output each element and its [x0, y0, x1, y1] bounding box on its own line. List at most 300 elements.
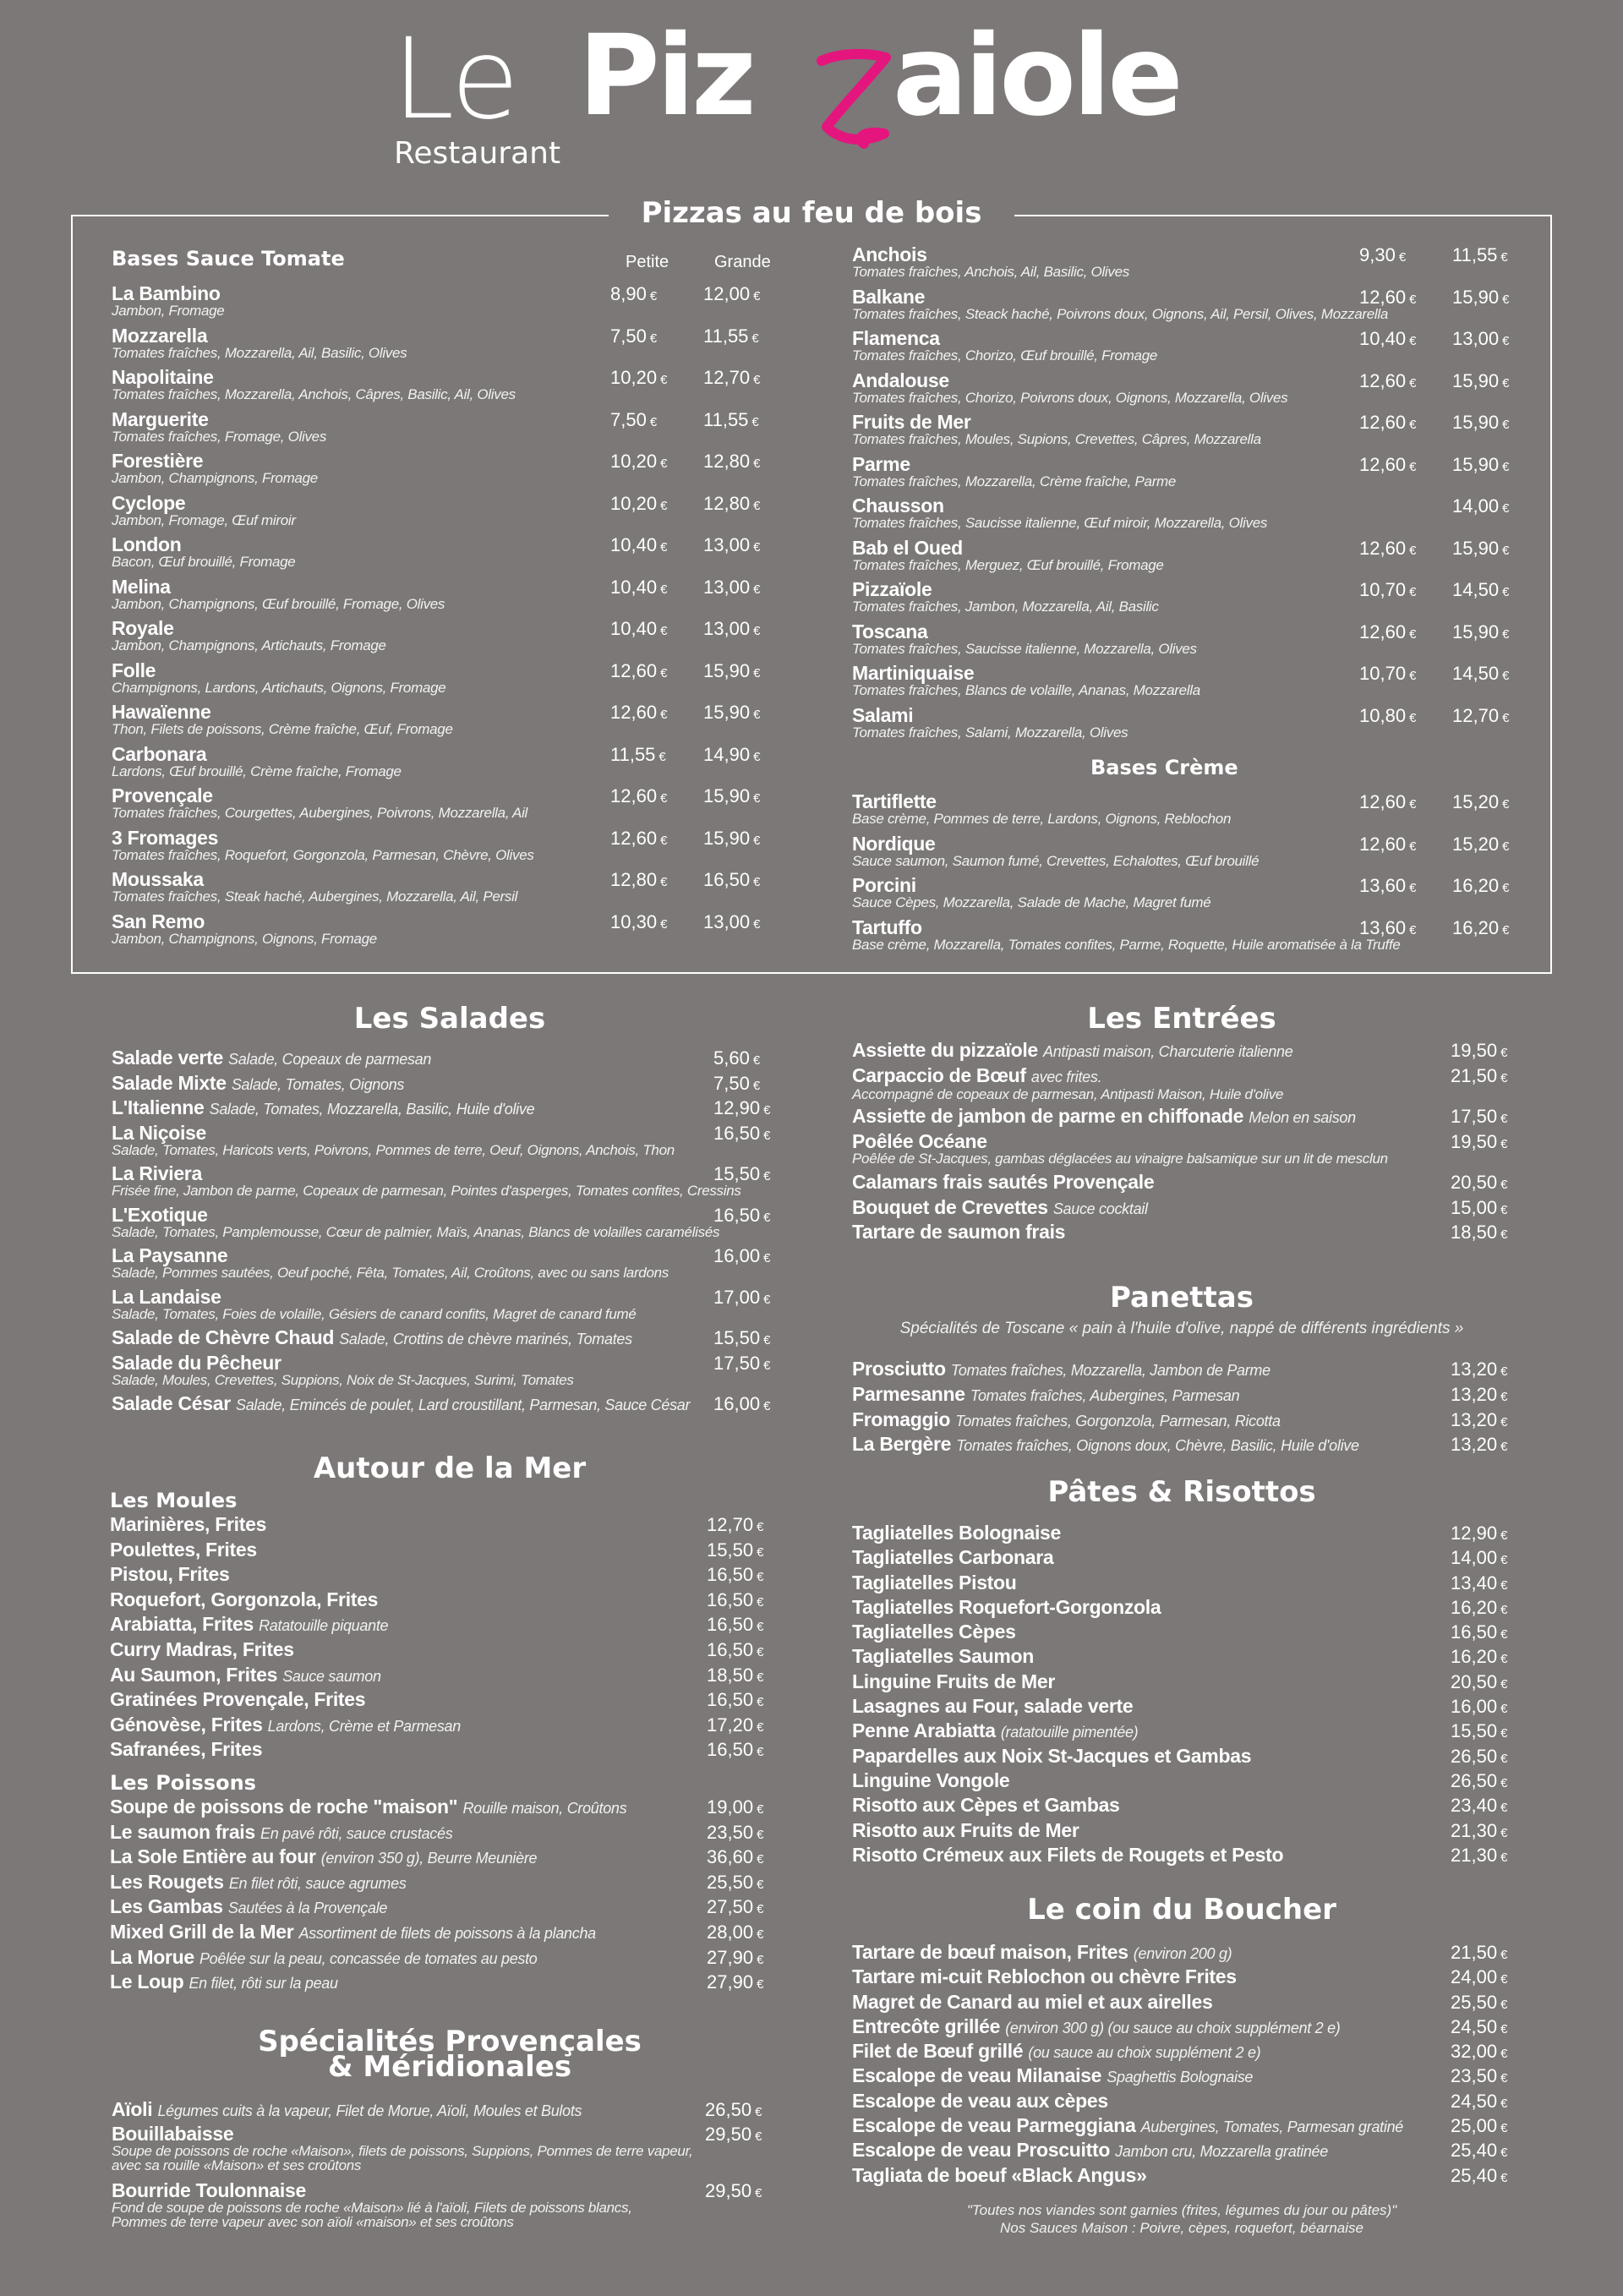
- item-name: Filet de Bœuf grillé: [852, 2040, 1024, 2063]
- price-value: 16,50: [707, 1564, 754, 1586]
- price-value: 15,50: [713, 1163, 761, 1184]
- item-name: Tartare de saumon frais: [852, 1221, 1066, 1243]
- pizza-description: Base crème, Mozzarella, Tomates confites, Parme, Roquette, Huile aromatisée à la Truffe: [852, 936, 1401, 953]
- item-name: Risotto Crémeux aux Filets de Rougets et Pesto: [852, 1843, 1284, 1866]
- boucher-item: [852, 2091, 1511, 2116]
- item-name: Magret de Canard au miel et aux airelles: [852, 1990, 1213, 2013]
- currency-symbol: €: [1500, 2170, 1508, 2185]
- price-value: 20,50: [1451, 1670, 1498, 1692]
- item-name: Au Saumon, Frites: [110, 1663, 278, 1686]
- price-petite: [610, 786, 667, 808]
- price-petite: [610, 326, 657, 348]
- price-value: 7,50: [610, 325, 647, 347]
- item-name-line: [110, 1637, 771, 1660]
- pizza-name: Napolitaine: [112, 366, 214, 388]
- pizza-name: Balkane: [852, 285, 926, 308]
- item-name-line: [112, 2181, 771, 2200]
- price-petite: [610, 912, 667, 934]
- boucher-note-1: "Toutes nos viandes sont garnies (frites, légumes du jour ou pâtes)": [966, 2202, 1397, 2218]
- currency-symbol: €: [1502, 334, 1510, 348]
- pizza-name: Marguerite: [112, 407, 209, 430]
- item-name-line: [852, 1647, 1511, 1666]
- price-value: 10,40: [610, 534, 658, 555]
- item-name: Curry Madras, Frites: [110, 1637, 294, 1660]
- price-petite: [1359, 664, 1416, 686]
- currency-symbol: €: [1502, 881, 1510, 895]
- price-value: 15,90: [1452, 286, 1500, 308]
- item-inline-description: avec frites.: [1030, 1068, 1102, 1085]
- item-name-line: [852, 1744, 1511, 1767]
- item-name-line: [110, 1872, 771, 1894]
- pates-item: [852, 1697, 1511, 1721]
- price: [1451, 1132, 1507, 1154]
- price-value: 25,40: [1451, 2140, 1498, 2162]
- item-name-line: [852, 2066, 1511, 2087]
- salade-item: [112, 1246, 771, 1287]
- price-grande: [703, 535, 760, 557]
- price-value: 10,70: [1359, 579, 1407, 600]
- price: [1451, 2140, 1507, 2162]
- price-value: 15,50: [707, 1539, 754, 1561]
- panetta-item: [852, 1359, 1511, 1385]
- currency-symbol: €: [1500, 1726, 1508, 1741]
- price-value: 15,00: [1451, 1196, 1498, 1218]
- price-petite: [1359, 792, 1416, 814]
- entree-item: [852, 1173, 1511, 1198]
- item-inline-description: Poêlée sur la peau, concassée de tomates au pesto: [199, 1949, 538, 1967]
- item-name-line: [112, 2124, 771, 2144]
- poisson-item: [110, 1945, 771, 1973]
- price-value: 11,55: [703, 325, 749, 347]
- item-name: Risotto aux Cèpes et Gambas: [852, 1794, 1120, 1817]
- price-value: 15,90: [703, 827, 751, 849]
- item-inline-description: (ou sauce au choix supplément 2 e): [1028, 2044, 1261, 2062]
- currency-symbol: €: [660, 582, 668, 597]
- item-name: Tagliatelles Saumon: [852, 1645, 1034, 1668]
- price: [1451, 2042, 1507, 2064]
- entree-item: [852, 1195, 1511, 1223]
- restaurant-logo: [392, 11, 1238, 178]
- logo-part-piz: Piz: [578, 11, 753, 141]
- price-petite: [1359, 287, 1416, 309]
- pizza-name: Martiniquaise: [852, 662, 975, 684]
- pizza-name: Porcini: [852, 874, 916, 896]
- pizza-item: [112, 368, 771, 410]
- currency-symbol: €: [1500, 2021, 1508, 2036]
- pizza-name: Cyclope: [112, 491, 186, 514]
- pizza-description: Tomates fraîches, Moules, Supions, Crevettes, Câpres, Mozzarella: [852, 431, 1261, 447]
- price-grande: [1452, 371, 1509, 393]
- pizza-item: [112, 661, 771, 703]
- price: [1451, 1845, 1507, 1867]
- item-inline-description: Tomates fraîches, Mozzarella, Jambon de Parme: [950, 1362, 1271, 1379]
- price: [707, 1823, 763, 1845]
- price-value: 14,50: [1452, 663, 1500, 684]
- item-name-line: [112, 1205, 771, 1225]
- price-petite: [1359, 455, 1416, 477]
- pates-item: [852, 1672, 1511, 1697]
- item-name-line: [852, 1129, 1511, 1152]
- currency-symbol: €: [757, 1852, 764, 1867]
- price: [713, 1394, 770, 1416]
- currency-symbol: €: [660, 708, 668, 722]
- pizza-description: Champignons, Lardons, Artichauts, Oignons, Fromage: [112, 679, 446, 696]
- currency-symbol: €: [660, 665, 668, 681]
- salade-item: [112, 1328, 771, 1353]
- price: [707, 1797, 763, 1819]
- currency-symbol: €: [1409, 626, 1417, 642]
- currency-symbol: €: [1500, 1751, 1508, 1766]
- item-name-line: [852, 1173, 1511, 1192]
- item-name-line: [110, 1615, 771, 1636]
- pizza-item: [852, 452, 1511, 497]
- item-name-line: [110, 1715, 771, 1736]
- price-grande: [1452, 538, 1509, 560]
- currency-symbol: €: [1502, 710, 1510, 725]
- panettas-title: Panettas: [1110, 1281, 1254, 1315]
- moules-title: Les Moules: [110, 1489, 238, 1512]
- poisson-item: [110, 1847, 771, 1872]
- price-value: 15,90: [703, 785, 751, 806]
- item-name: La Sole Entière au four: [110, 1845, 316, 1868]
- currency-symbol: €: [649, 331, 658, 346]
- currency-symbol: €: [1502, 418, 1510, 432]
- price-value: 13,00: [1452, 328, 1500, 349]
- boucher-item: [852, 1967, 1511, 1992]
- price: [707, 1972, 763, 1994]
- price: [705, 2100, 762, 2122]
- price-value: 25,50: [707, 1871, 754, 1893]
- currency-symbol: €: [1409, 418, 1417, 432]
- item-name-line: [112, 1098, 771, 1119]
- price: [1451, 1523, 1507, 1545]
- pizza-name: Andalouse: [852, 369, 949, 391]
- item-name: Poêlée Océane: [852, 1129, 987, 1152]
- item-name: Escalope de veau aux cèpes: [852, 2089, 1108, 2112]
- pizza-description: Tomates fraîches, Anchois, Ail, Basilic, Olives: [852, 264, 1129, 280]
- item-inline-description: Sautées à la Provençale: [227, 1900, 388, 1917]
- price-value: 18,50: [707, 1664, 754, 1686]
- pizza-description: Tomates fraîches, Merguez, Œuf brouillé, Fromage: [852, 556, 1164, 573]
- price-value: 13,20: [1451, 1383, 1498, 1405]
- item-name: Entrecôte grillée: [852, 2014, 1001, 2037]
- currency-symbol: €: [1500, 1577, 1508, 1593]
- price-value: 29,50: [705, 2124, 752, 2145]
- currency-symbol: €: [1500, 2096, 1508, 2111]
- stylized-z-icon: [815, 49, 893, 150]
- item-name-line: [110, 1665, 771, 1686]
- price-value: 11,55: [1452, 244, 1498, 265]
- currency-symbol: €: [763, 1169, 771, 1184]
- price-grande: [1452, 834, 1509, 856]
- price-value: 32,00: [1451, 2041, 1498, 2063]
- moules-item: [110, 1565, 771, 1590]
- pizza-name: Bab el Oued: [852, 536, 963, 559]
- price: [1451, 1410, 1507, 1432]
- price-value: 15,90: [1452, 412, 1500, 433]
- price-grande: [703, 870, 760, 892]
- provencale-item: [112, 2100, 771, 2124]
- currency-symbol: €: [752, 1053, 761, 1068]
- moules-item: [110, 1715, 771, 1741]
- pizza-list-creme: [852, 792, 1511, 959]
- price-grande: [703, 661, 760, 683]
- price-value: 16,50: [707, 1638, 754, 1660]
- pizza-description: Lardons, Œuf brouillé, Crème fraîche, Fromage: [112, 763, 402, 779]
- price: [1451, 1721, 1507, 1743]
- item-name: Marinières, Frites: [110, 1513, 267, 1535]
- price-value: 13,00: [703, 534, 751, 555]
- price-grande: [703, 577, 760, 599]
- boucher-item: [852, 1990, 1511, 2017]
- pizza-name: Folle: [112, 659, 156, 681]
- currency-symbol: €: [757, 1952, 764, 1967]
- currency-symbol: €: [757, 1520, 764, 1534]
- poisson-item: [110, 1972, 771, 1998]
- currency-symbol: €: [757, 1620, 764, 1635]
- item-name-line: [110, 1740, 771, 1759]
- price-value: 9,30: [1359, 244, 1396, 265]
- item-name-line: [112, 1071, 771, 1095]
- pizza-item: [112, 451, 771, 494]
- price-grande: [703, 786, 760, 808]
- item-name-line: [110, 1690, 771, 1709]
- currency-symbol: €: [753, 916, 761, 932]
- item-inline-description: Tomates fraîches, Aubergines, Parmesan: [970, 1386, 1240, 1404]
- currency-symbol: €: [1500, 1652, 1508, 1667]
- price-value: 17,20: [707, 1714, 754, 1736]
- salade-item: [112, 1048, 771, 1074]
- currency-symbol: €: [763, 1128, 771, 1143]
- pizza-name: Royale: [112, 617, 174, 639]
- price-value: 17,00: [713, 1286, 761, 1308]
- currency-symbol: €: [763, 1399, 771, 1413]
- currency-symbol: €: [751, 331, 759, 346]
- price-grande: [703, 410, 759, 432]
- currency-symbol: €: [757, 1644, 764, 1659]
- item-name-line: [110, 1515, 771, 1534]
- boucher-item: [852, 2140, 1511, 2165]
- item-name: Le Loup: [110, 1971, 184, 1993]
- currency-symbol: €: [1409, 710, 1417, 725]
- currency-symbol: €: [1502, 626, 1510, 642]
- price-value: 10,40: [610, 618, 658, 639]
- price-value: 25,00: [1451, 2115, 1498, 2137]
- price-grande: [1452, 455, 1509, 477]
- item-name-line: [852, 1382, 1511, 1406]
- pizza-item: [112, 912, 771, 954]
- item-name: Aïoli: [112, 2098, 153, 2120]
- price: [713, 1287, 770, 1309]
- price-value: 12,00: [703, 283, 751, 304]
- poisson-item: [110, 1820, 771, 1848]
- moules-list: [110, 1515, 771, 1765]
- currency-symbol: €: [763, 1292, 771, 1307]
- price-value: 16,50: [713, 1122, 761, 1144]
- price-value: 14,00: [1451, 1547, 1498, 1569]
- entrees-title: Les Entrées: [1087, 1002, 1276, 1036]
- price-grande: [1452, 876, 1509, 898]
- item-inline-description: (environ 300 g) (ou sauce au choix supplément 2 e): [1005, 2019, 1341, 2036]
- panettas-subtitle: Spécialités de Toscane « pain à l'huile d'olive, nappé de différents ingrédients »: [899, 1320, 1464, 1337]
- salade-item: [112, 1287, 771, 1329]
- provencale-item: [112, 2124, 771, 2181]
- boucher-item: [852, 1943, 1511, 1967]
- price-value: 24,00: [1451, 1966, 1498, 1988]
- pizza-item: [852, 703, 1511, 748]
- item-name-line: [112, 1164, 771, 1184]
- pizza-description: Tomates fraîches, Chorizo, Œuf brouillé, Fromage: [852, 347, 1158, 364]
- pizza-item: [852, 329, 1511, 371]
- pizza-item: [112, 284, 771, 326]
- currency-symbol: €: [755, 2105, 762, 2119]
- price-petite: [610, 619, 667, 641]
- currency-symbol: €: [1500, 1948, 1508, 1962]
- pizza-description: Jambon, Fromage: [112, 303, 225, 319]
- price-value: 23,50: [707, 1821, 754, 1843]
- currency-symbol: €: [753, 833, 761, 848]
- pizza-description: Sauce saumon, Saumon fumé, Crevettes, Echalottes, Œuf brouillé: [852, 852, 1260, 869]
- item-name: Tartare mi-cuit Reblochon ou chèvre Frites: [852, 1965, 1237, 1988]
- logo-part-aiole: aiole: [893, 11, 1180, 141]
- item-name-line: [852, 1672, 1511, 1692]
- item-inline-description: Assortiment de filets de poissons à la plancha: [298, 1924, 596, 1942]
- item-name-line: [112, 1287, 771, 1307]
- pizza-description: Tomates fraîches, Chorizo, Poivrons doux, Oignons, Mozzarella, Olives: [852, 389, 1288, 406]
- panettas-list: [852, 1359, 1511, 1460]
- pizza-name: Tartiflette: [852, 790, 937, 812]
- item-name: La Bergère: [852, 1433, 952, 1456]
- item-name: Salade verte: [112, 1047, 223, 1069]
- pizza-name: Melina: [112, 575, 171, 598]
- price-value: 10,20: [610, 492, 658, 514]
- item-name-line: [852, 1435, 1511, 1456]
- pizza-description: Base crème, Pommes de terre, Lardons, Oignons, Reblochon: [852, 811, 1232, 827]
- item-name-line: [112, 1328, 771, 1349]
- currency-symbol: €: [1500, 2121, 1508, 2136]
- pizza-description: Tomates fraîches, Steack haché, Poivrons doux, Oignons, Ail, Persil, Olives, Mozzarella: [852, 305, 1389, 322]
- item-name-line: [112, 2100, 771, 2121]
- price-value: 20,50: [1451, 1172, 1498, 1193]
- price-value: 26,50: [1451, 1769, 1498, 1791]
- currency-symbol: €: [752, 1078, 761, 1093]
- price: [1451, 1222, 1507, 1244]
- item-inline-description: En pavé rôti, sauce crustacés: [260, 1824, 453, 1842]
- price-value: 13,20: [1451, 1434, 1498, 1456]
- pizza-name: Hawaïenne: [112, 701, 211, 723]
- price-value: 25,50: [1451, 1991, 1498, 2013]
- price-petite: [1359, 876, 1416, 898]
- price-petite: [1359, 622, 1416, 644]
- item-name: Salade César: [112, 1392, 231, 1414]
- price-petite: [1359, 580, 1416, 602]
- currency-symbol: €: [757, 1544, 764, 1560]
- entrees-list: [852, 1041, 1511, 1248]
- currency-symbol: €: [1409, 375, 1417, 391]
- currency-symbol: €: [1500, 1972, 1508, 1987]
- price-value: 14,00: [1452, 495, 1500, 517]
- pizza-item: [852, 622, 1511, 664]
- boucher-item: [852, 2116, 1511, 2140]
- pizza-item: [112, 407, 771, 452]
- price-grande: [1452, 918, 1509, 940]
- price: [713, 1123, 770, 1145]
- mer-title: Autour de la Mer: [313, 1451, 587, 1485]
- currency-symbol: €: [1502, 459, 1510, 474]
- price: [713, 1098, 770, 1120]
- pizza-name: Chausson: [852, 495, 944, 517]
- item-description: Accompagné de copeaux de parmesan, Antipasti Maison, Huile d'olive: [852, 1085, 1284, 1102]
- price-value: 17,50: [1451, 1106, 1498, 1127]
- currency-symbol: €: [757, 1670, 764, 1685]
- price-petite: [610, 577, 667, 599]
- price-value: 23,40: [1451, 1795, 1498, 1817]
- pizza-description: Jambon, Champignons, Fromage: [112, 470, 318, 486]
- salade-item: [112, 1071, 771, 1099]
- pates-item: [852, 1647, 1511, 1671]
- pates-item: [852, 1523, 1511, 1548]
- price-value: 16,20: [1451, 1646, 1498, 1668]
- currency-symbol: €: [763, 1103, 771, 1118]
- currency-symbol: €: [757, 1902, 764, 1917]
- price-value: 19,50: [1451, 1130, 1498, 1152]
- pizza-description: Tomates fraîches, Fromage, Olives: [112, 428, 327, 445]
- price-value: 10,40: [610, 576, 658, 598]
- price-value: 16,50: [707, 1689, 754, 1711]
- currency-symbol: €: [1502, 585, 1510, 599]
- price-value: 36,60: [707, 1846, 754, 1868]
- item-name-line: [852, 1818, 1511, 1841]
- item-name: Risotto aux Fruits de Mer: [852, 1818, 1079, 1841]
- panetta-item: [852, 1382, 1511, 1410]
- price-value: 12,60: [610, 827, 658, 849]
- price-grande: [703, 368, 760, 390]
- currency-symbol: €: [660, 916, 668, 932]
- item-name: Salade du Pêcheur: [112, 1351, 281, 1374]
- price: [713, 1074, 760, 1096]
- pizza-description: Tomates fraîches, Mozzarella, Crème fraîche, Parme: [852, 473, 1177, 489]
- pates-item: [852, 1721, 1511, 1746]
- item-name: Linguine Vongole: [852, 1768, 1010, 1791]
- currency-symbol: €: [660, 498, 668, 513]
- pizza-list-tomate-right: [852, 245, 1511, 747]
- price-value: 21,30: [1451, 1844, 1498, 1866]
- price-petite: [610, 870, 667, 892]
- price-value: 15,50: [1451, 1720, 1498, 1742]
- price-value: 26,50: [705, 2099, 752, 2120]
- price: [1451, 1647, 1507, 1669]
- item-inline-description: Rouille maison, Croûtons: [462, 1800, 627, 1817]
- price-value: 12,60: [1359, 286, 1407, 308]
- price-value: 10,20: [610, 451, 658, 472]
- price-value: 16,50: [707, 1614, 754, 1636]
- col-grande: Grande: [714, 253, 771, 271]
- entree-item: [852, 1041, 1511, 1066]
- price-value: 16,50: [703, 869, 751, 890]
- price: [1451, 1796, 1507, 1818]
- pizza-description: Jambon, Champignons, Œuf brouillé, Fromage, Olives: [112, 595, 445, 612]
- pates-item: [852, 1818, 1511, 1845]
- price: [707, 1715, 763, 1737]
- item-inline-description: Salade, Copeaux de parmesan: [228, 1051, 432, 1068]
- item-name: Assiette de jambon de parme en chiffonade: [852, 1105, 1244, 1127]
- item-name: Génovèse, Frites: [110, 1713, 263, 1736]
- currency-symbol: €: [1409, 334, 1417, 348]
- item-name: La Riviera: [112, 1162, 202, 1184]
- poisson-item: [110, 1872, 771, 1898]
- price-value: 13,40: [1451, 1572, 1498, 1594]
- pizza-list-tomate-left: [112, 284, 771, 954]
